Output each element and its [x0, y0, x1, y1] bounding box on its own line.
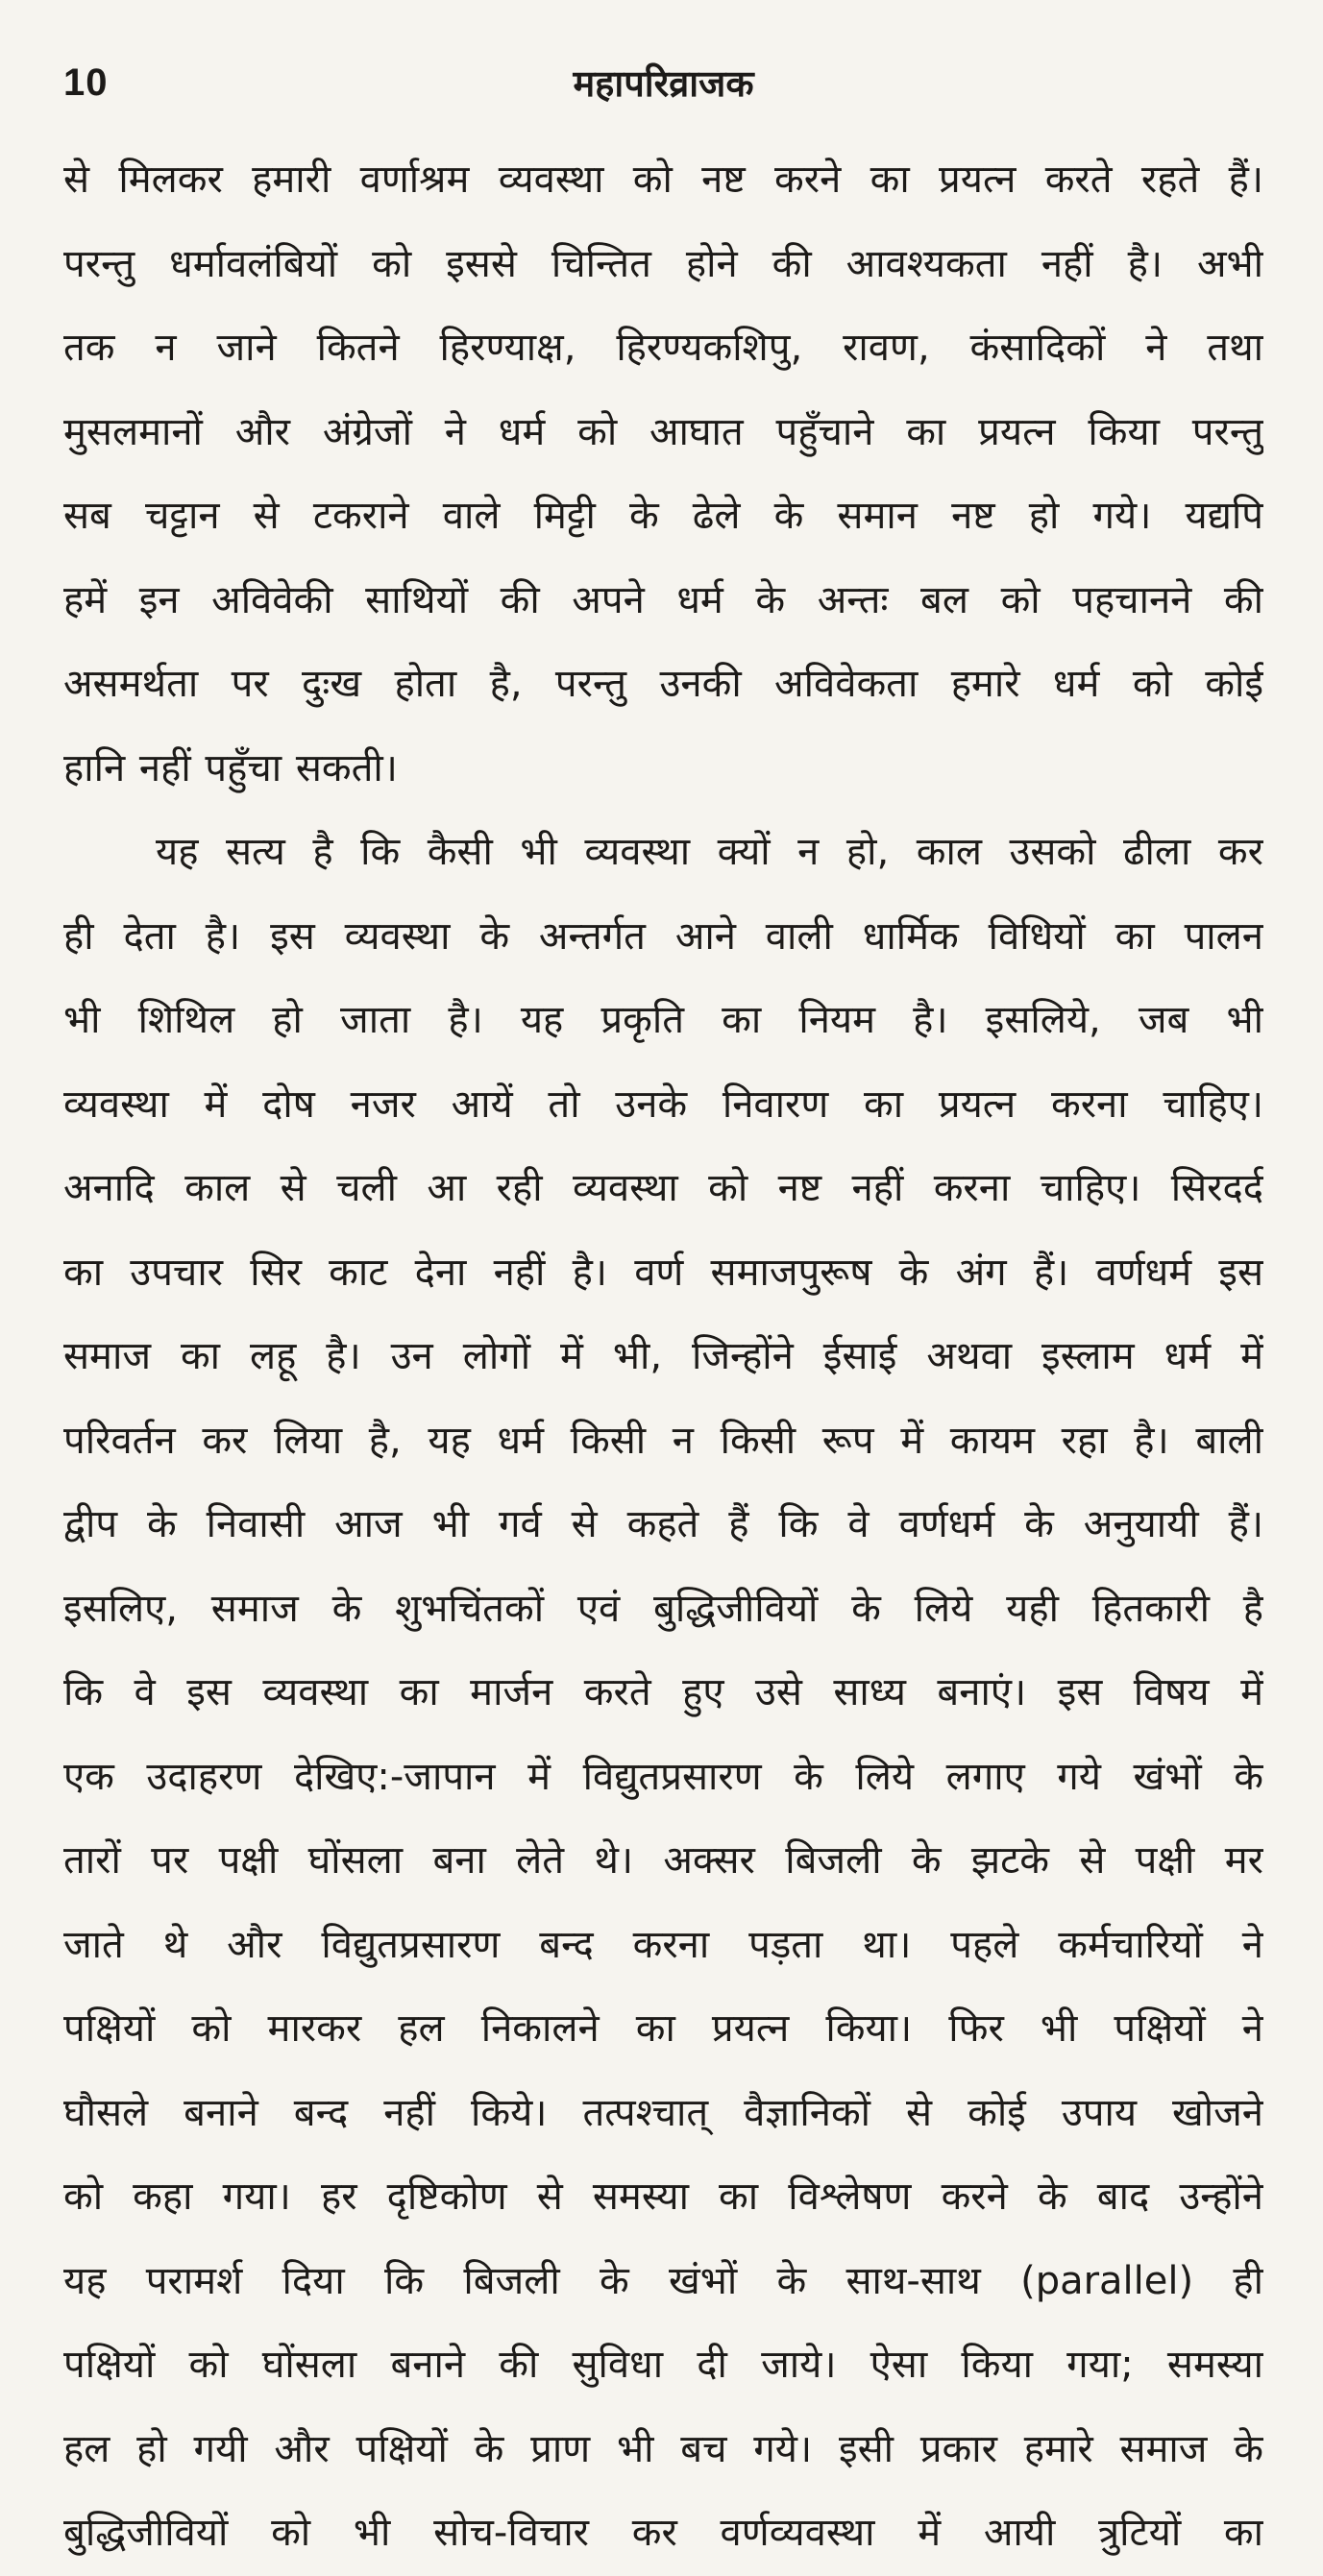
text-line: परन्तु धर्मावलंबियों को इससे चिन्तित होने की आवश्यकता नहीं है। अभी	[63, 241, 1263, 286]
paragraph-2	[63, 811, 1263, 2576]
text-line: पक्षियों को घोंसला बनाने की सुविधा दी जाये। ऐसा किया गया; समस्या	[63, 2343, 1263, 2387]
text-line: तक न जाने कितने हिरण्याक्ष, हिरण्यकशिपु, रावण, कंसादिकों ने तथा	[63, 326, 1263, 370]
text-line: अनादि काल से चली आ रही व्यवस्था को नष्ट नहीं करना चाहिए। सिरदर्द	[63, 1166, 1263, 1210]
text-line: यह सत्य है कि कैसी भी व्यवस्था क्यों न हो, काल उसको ढीला कर	[156, 830, 1263, 874]
text-line: इसलिए, समाज के शुभचिंतकों एवं बुद्धिजीवियों के लिये यही हितकारी है	[63, 1586, 1263, 1631]
text-line: जाते थे और विद्युतप्रसारण बन्द करना पड़ता था। पहले कर्मचारियों ने	[63, 1922, 1263, 1967]
text-line: को कहा गया। हर दृष्टिकोण से समस्या का विश्लेषण करने के बाद उन्होंने	[63, 2175, 1263, 2219]
text-line: ही देता है। इस व्यवस्था के अन्तर्गत आने वाली धार्मिक विधियों का पालन	[63, 913, 1263, 959]
text-line: हमें इन अविवेकी साथियों की अपने धर्म के अन्तः बल को पहचानने की	[63, 577, 1263, 622]
text-line: से मिलकर हमारी वर्णाश्रम व्यवस्था को नष्ट करने का प्रयत्न करते रहते हैं।	[63, 158, 1263, 202]
text-line: परिवर्तन कर लिया है, यह धर्म किसी न किसी रूप में कायम रहा है। बाली	[63, 1418, 1263, 1463]
text-line: यह परामर्श दिया कि बिजली के खंभों के साथ-साथ (parallel) ही	[63, 2258, 1263, 2303]
text-line: समाज का लहू है। उन लोगों में भी, जिन्होंने ईसाई अथवा इस्लाम धर्म में	[63, 1334, 1263, 1378]
text-line: घौसले बनाने बन्द नहीं किये। तत्पश्चात् वैज्ञानिकों से कोई उपाय खोजने	[63, 2090, 1263, 2135]
paragraph-1	[63, 138, 1263, 811]
text-line: तारों पर पक्षी घोंसला बना लेते थे। अक्सर बिजली के झटके से पक्षी मर	[63, 1838, 1263, 1883]
text-line: का उपचार सिर काट देना नहीं है। वर्ण समाजपुरूष के अंग हैं। वर्णधर्म इस	[63, 1250, 1263, 1295]
text-line: हानि नहीं पहुँचा सकती।	[63, 745, 398, 790]
text-line: व्यवस्था में दोष नजर आयें तो उनके निवारण का प्रयत्न करना चाहिए।	[63, 1081, 1263, 1127]
text-line: मुसलमानों और अंग्रेजों ने धर्म को आघात पहुँचाने का प्रयत्न किया परन्तु	[63, 409, 1263, 454]
text-line: सब चट्टान से टकराने वाले मिट्टी के ढेले के समान नष्ट हो गये। यद्यपि	[63, 494, 1263, 538]
text-line: कि वे इस व्यवस्था का मार्जन करते हुए उसे साध्य बनाएं। इस विषय में	[63, 1670, 1263, 1714]
text-line: हल हो गयी और पक्षियों के प्राण भी बच गये। इसी प्रकार हमारे समाज के	[63, 2426, 1263, 2471]
body-text	[63, 138, 1263, 2576]
book-title: महापरिव्राजक	[573, 62, 754, 105]
text-line: असमर्थता पर दुःख होता है, परन्तु उनकी अविवेकता हमारे धर्म को कोई	[63, 662, 1263, 706]
text-line: बुद्धिजीवियों को भी सोच-विचार कर वर्णव्यवस्था में आयी त्रुटियों का	[63, 2511, 1263, 2555]
text-line: एक उदाहरण देखिए:-जापान में विद्युतप्रसारण के लिये लगाए गये खंभों के	[63, 1754, 1263, 1799]
text-line: पक्षियों को मारकर हल निकालने का प्रयत्न किया। फिर भी पक्षियों ने	[63, 2006, 1263, 2051]
text-line: द्वीप के निवासी आज भी गर्व से कहते हैं कि वे वर्णधर्म के अनुयायी हैं।	[63, 1502, 1263, 1546]
page-number: 10	[63, 61, 109, 104]
running-head	[63, 48, 1263, 117]
text-line: भी शिथिल हो जाता है। यह प्रकृति का नियम है। इसलिये, जब भी	[63, 998, 1263, 1042]
